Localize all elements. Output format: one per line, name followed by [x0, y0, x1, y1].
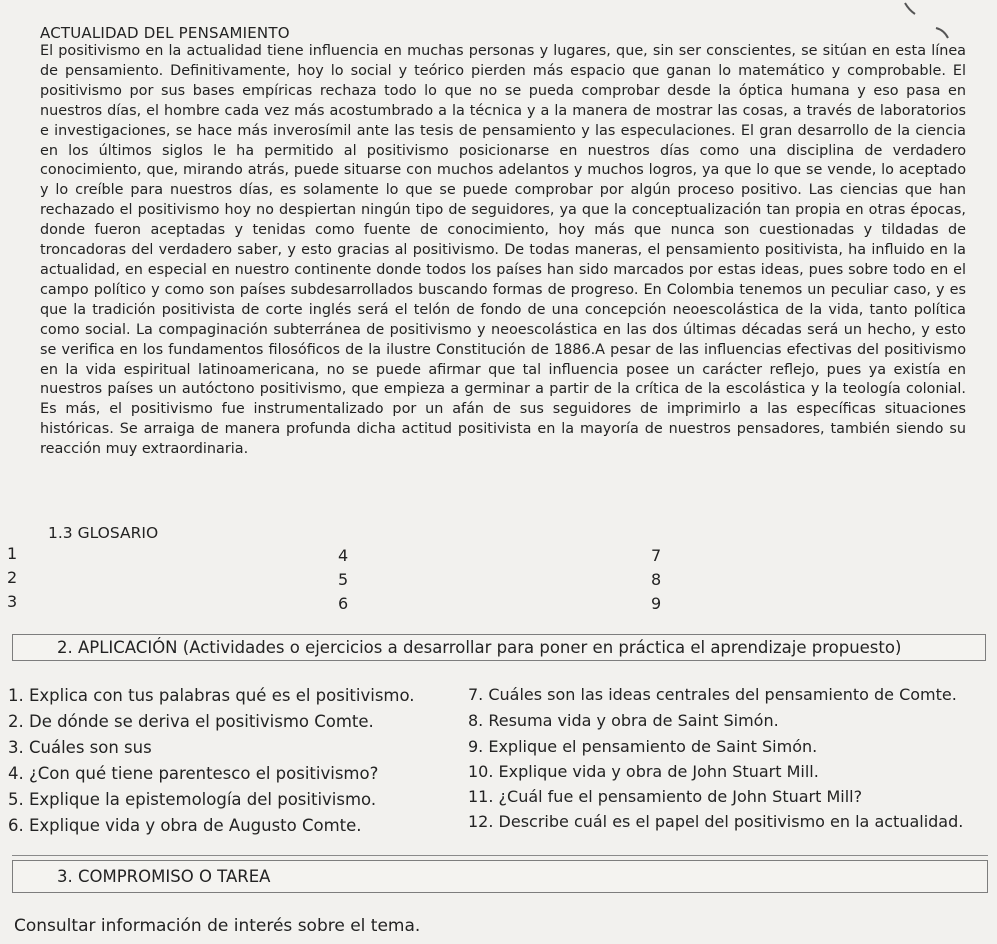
glosario-number: 1	[7, 544, 18, 563]
glosario-number: 8	[651, 570, 662, 589]
glosario-number: 5	[338, 570, 349, 589]
question-item: 4. ¿Con qué tiene parentesco el positivismo?	[8, 764, 379, 783]
question-item: 6. Explique vida y obra de Augusto Comte.	[8, 816, 362, 835]
question-item: 3. Cuáles son sus	[8, 738, 152, 757]
compromiso-header	[12, 860, 988, 893]
aplicacion-header	[12, 634, 986, 661]
question-item: 2. De dónde se deriva el positivismo Comte.	[8, 712, 374, 731]
compromiso-title: 3. COMPROMISO O TAREA	[57, 867, 271, 886]
question-item: 11. ¿Cuál fue el pensamiento de John Stuart Mill?	[468, 787, 863, 806]
question-item: 10. Explique vida y obra de John Stuart Mill.	[468, 762, 819, 781]
glosario-number: 4	[338, 546, 349, 565]
body-paragraph: El positivismo en la actualidad tiene influencia en muchas personas y lugares, que, sin ser conscientes, se sitúan en esta línea de pensamiento. Definitivamente, hoy lo social y teórico pierden más espacio que ganan lo matemático y comprobable. El positivismo por sus bases empíricas rechaza todo lo que no se pueda comprobar desde la óptica humana y eso pasa en nuestros días, el hombre cada vez más acostumbrado a la técnica y a la manera de mostrar las cosas, a través de laboratorios e investigaciones, se hace más inverosímil ante las tesis de pensamiento y las especulaciones. El gran desarrollo de la ciencia en los últimos siglos le ha permitido al positivismo posicionarse en nuestros días como una disciplina de verdadero conocimiento, que, mirando atrás, puede situarse con muchos adelantos y muchos logros, ya que lo que se vende, lo aceptado y lo creíble para nuestros días, es solamente lo que se puede comprobar por algún proceso positivo. Las ciencias que han rechazado el positivismo hoy no despiertan ningún tipo de seguidores, ya que la conceptualización tan propia en otras épocas, donde fueron aceptadas y tenidas como fuente de conocimiento, hoy más que nunca son cuestionadas y tildadas de troncadoras del verdadero saber, y esto gracias al positivismo. De todas maneras, el pensamiento positivista, ha influido en la actualidad, en especial en nuestro continente donde todos los países han sido marcados por estas ideas, pues sobre todo en el campo político y como son países subdesarrollados buscando formas de progreso. En Colombia tenemos un peculiar caso, y es que la tradición positivista de corte inglés será el telón de fondo de una concepción neoescolástica de la vida, tanto política como social. La compaginación subterránea de positivismo y neoescolástica en las dos últimas décadas será un hecho, y esto se verifica en los fundamentos filosóficos de la ilustre Constitución de 1886.A pesar de las influencias efectivas del positivismo en la vida espiritual latinoamericana, no se puede afirmar que tal influencia posee un carácter reflejo, pues ya existía en nuestros países un autóctono positivismo, que empieza a germinar a partir de la crítica de la escolástica y la teología colonial. Es más, el positivismo fue instrumentalizado por un afán de sus seguidores de imprimirlo a las específicas situaciones históricas. Se arraiga de manera profunda dicha actitud positivista en la mayoría de nuestros pensadores, también siendo su reacción muy extraordinaria.	[40, 43, 966, 458]
divider-line	[12, 855, 988, 856]
glosario-number: 9	[651, 594, 662, 613]
glosario-title: 1.3 GLOSARIO	[48, 524, 159, 542]
compromiso-text: Consultar información de interés sobre el tema.	[14, 916, 421, 936]
aplicacion-title: 2. APLICACIÓN (Actividades o ejercicios a desarrollar para poner en práctica el aprendizaje propuesto)	[57, 638, 902, 657]
question-item: 8. Resuma vida y obra de Saint Simón.	[468, 711, 779, 730]
question-item: 12. Describe cuál es el papel del positivismo en la actualidad.	[468, 812, 964, 831]
question-item: 1. Explica con tus palabras qué es el positivismo.	[8, 686, 415, 705]
pencil-mark	[900, 0, 990, 40]
question-item: 9. Explique el pensamiento de Saint Simón.	[468, 737, 818, 756]
glosario-number: 3	[7, 592, 18, 611]
section-heading: ACTUALIDAD DEL PENSAMIENTO	[40, 24, 290, 42]
glosario-number: 7	[651, 546, 662, 565]
question-item: 5. Explique la epistemología del positivismo.	[8, 790, 377, 809]
glosario-number: 2	[7, 568, 18, 587]
glosario-number: 6	[338, 594, 349, 613]
question-item: 7. Cuáles son las ideas centrales del pensamiento de Comte.	[468, 685, 957, 704]
